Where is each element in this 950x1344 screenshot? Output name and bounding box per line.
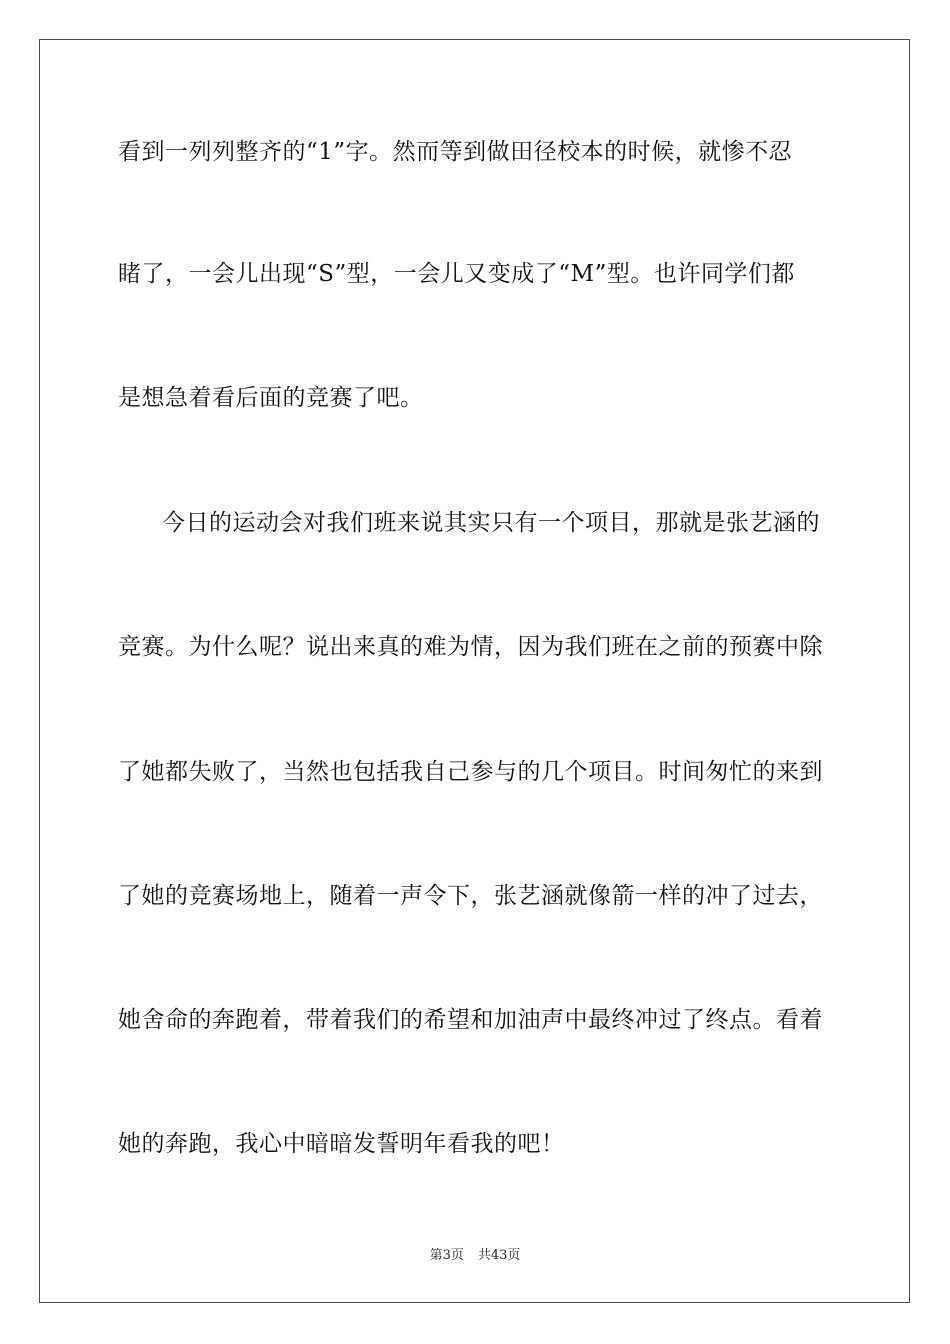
text-line: 了她的竞赛场地上，随着一声令下，张艺涵就像箭一样的冲了过去，: [118, 883, 823, 909]
text-line: 她舍命的奔跑着，带着我们的希望和加油声中最终冲过了终点。看着: [118, 1007, 823, 1033]
paragraph-first-line: 今日的运动会对我们班来说其实只有一个项目，那就是张艺涵的: [162, 510, 820, 536]
page-number: 第3页: [429, 1248, 464, 1263]
text-line: 看到一列列整齐的“1”字。然而等到做田径校本的时候，就惨不忍: [118, 139, 793, 165]
page-border: [39, 39, 910, 1303]
text-line: 了她都失败了，当然也包括我自己参与的几个项目。时间匆忙的来到: [118, 759, 823, 785]
text-line: 她的奔跑，我心中暗暗发誓明年看我的吧！: [118, 1131, 565, 1157]
text-line: 竞赛。为什么呢？说出来真的难为情，因为我们班在之前的预赛中除: [118, 634, 823, 660]
page-total: 共43页: [477, 1248, 521, 1263]
text-line: 睹了，一会儿出现“S”型，一会儿又变成了“M”型。也许同学们都: [118, 261, 795, 287]
page-footer: [0, 1247, 950, 1265]
text-line: 是想急着看后面的竞赛了吧。: [118, 385, 424, 411]
